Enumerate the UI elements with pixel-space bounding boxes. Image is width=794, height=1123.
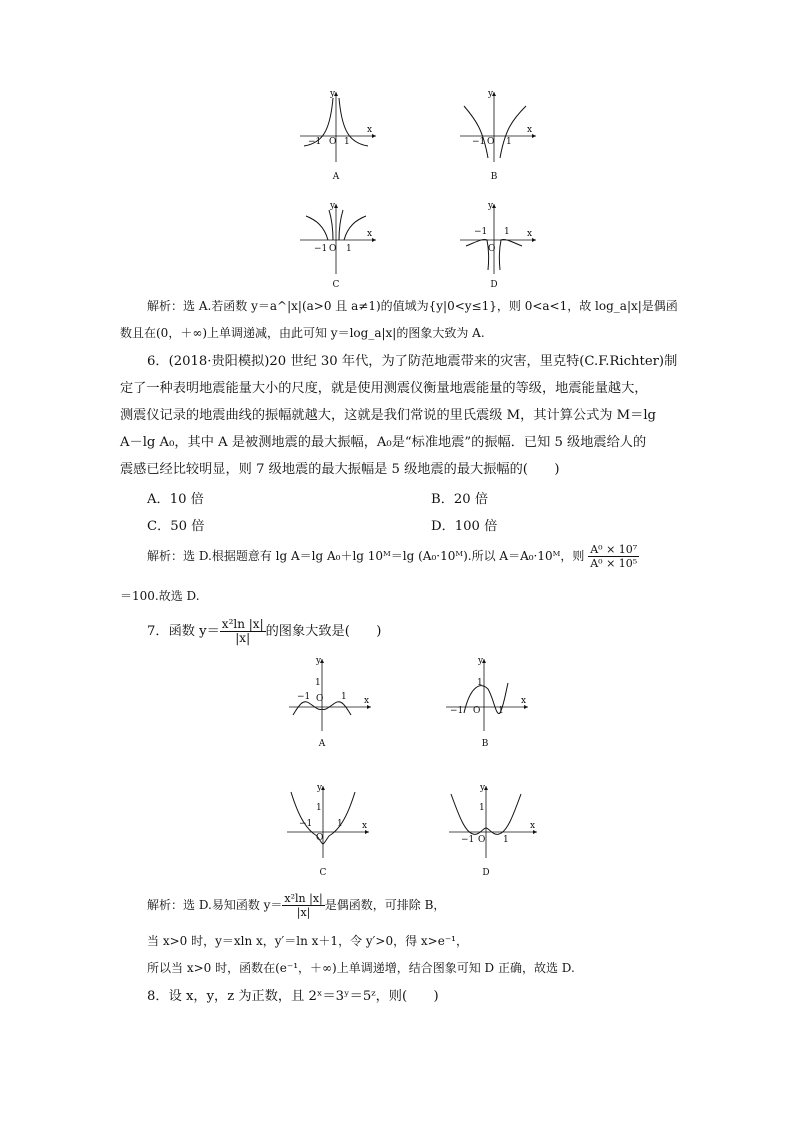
axis-x-label: x bbox=[530, 821, 536, 831]
graph-q7-d bbox=[445, 782, 541, 878]
tick-neg1: −1 bbox=[474, 227, 488, 237]
tick-pos1: 1 bbox=[503, 835, 509, 845]
tick-pos1: 1 bbox=[341, 692, 347, 702]
fraction-numerator: x²ln |x| bbox=[284, 892, 323, 905]
axis-y-label: y bbox=[317, 783, 323, 793]
question-7-fraction bbox=[220, 618, 266, 645]
tick-neg1: −1 bbox=[450, 706, 464, 716]
solution-7-line-1 bbox=[147, 892, 445, 919]
option-a: A．10 倍 bbox=[147, 492, 204, 507]
tick-neg1: −1 bbox=[472, 137, 486, 147]
axis-x-label: x bbox=[364, 696, 370, 706]
tick-neg1: −1 bbox=[297, 692, 311, 702]
axis-x-label: x bbox=[367, 229, 373, 239]
solution-6-line-2: ＝100.故选 D. bbox=[120, 589, 200, 603]
solution-5-line-1: 解析：选 A.若函数 y＝a^|x|(a>0 且 a≠1)的值域为{y|0<y≤1}，则 0<a<1，故 log_a|x|是偶函 bbox=[147, 299, 678, 313]
origin-label: O bbox=[316, 694, 324, 704]
axis-y-label: y bbox=[488, 201, 494, 211]
axis-x-label: x bbox=[362, 821, 368, 831]
question-6-line-4: A－lg A₀，其中 A 是被测地震的最大振幅，A₀是“标准地震”的振幅．已知 5 级地震给人的 bbox=[120, 435, 647, 450]
graph-caption: D bbox=[490, 280, 498, 290]
option-c: C．50 倍 bbox=[147, 519, 205, 534]
solution-6-line-1 bbox=[147, 543, 639, 570]
fraction-denominator: A⁰ × 10⁵ bbox=[590, 557, 638, 570]
graph-q5-d bbox=[456, 200, 540, 290]
origin-label: O bbox=[488, 244, 496, 254]
axis-x-label: x bbox=[521, 696, 527, 706]
origin-label: O bbox=[478, 835, 486, 845]
solution-7-suffix: 是偶函数，可排除 B， bbox=[324, 898, 446, 912]
tick-pos1: 1 bbox=[337, 819, 343, 829]
question-8-line-1: 8．设 x，y，z 为正数，且 2ˣ＝3ʸ＝5ᶻ，则( ) bbox=[147, 989, 439, 1004]
question-7-prefix: 7．函数 y＝ bbox=[147, 624, 220, 639]
fraction-numerator: x²ln |x| bbox=[221, 617, 264, 631]
axis-y-label: y bbox=[478, 656, 484, 666]
axis-y-label: y bbox=[316, 656, 322, 666]
graph-caption: B bbox=[490, 172, 498, 182]
graph-q7-b bbox=[442, 655, 532, 749]
tick-pos1: 1 bbox=[506, 137, 512, 147]
tick-y-1: 1 bbox=[479, 803, 485, 813]
axis-x-label: x bbox=[527, 125, 533, 135]
tick-y-1: 1 bbox=[315, 678, 321, 688]
tick-neg1: −1 bbox=[461, 835, 475, 845]
option-b: B．20 倍 bbox=[431, 492, 489, 507]
origin-label: O bbox=[473, 706, 481, 716]
tick-y-1: 1 bbox=[316, 803, 322, 813]
question-6-line-2: 定了一种表明地震能量大小的尺度，就是使用测震仪衡量地震能量的等级，地震能量越大， bbox=[120, 381, 648, 396]
tick-neg1: −1 bbox=[314, 244, 328, 254]
solution-5-line-2: 数且在(0，＋∞)上单调递减，由此可知 y＝log_a|x|的图象大致为 A. bbox=[120, 326, 485, 340]
solution-7-line-3: 所以当 x>0 时，函数在(e⁻¹，＋∞)上单调递增，结合图象可知 D 正确，故选 D. bbox=[147, 961, 575, 975]
tick-pos1: 1 bbox=[344, 137, 350, 147]
question-7-line bbox=[147, 618, 381, 645]
graph-caption: A bbox=[318, 739, 326, 749]
graph-caption: C bbox=[319, 868, 327, 878]
question-7-suffix: 的图象大致是( ) bbox=[265, 624, 382, 639]
fraction-denominator: |x| bbox=[296, 906, 311, 919]
graph-q5-b bbox=[456, 88, 540, 182]
solution-6-fraction bbox=[588, 543, 639, 570]
origin-label: O bbox=[487, 137, 495, 147]
graph-q7-c bbox=[283, 782, 373, 878]
graph-q7-a bbox=[285, 655, 375, 749]
tick-y-1: 1 bbox=[477, 678, 483, 688]
fraction-denominator: |x| bbox=[235, 631, 251, 645]
question-6-line-3: 测震仪记录的地震曲线的振幅就越大，这就是我们常说的里氏震级 M，其计算公式为 M＝lg bbox=[120, 408, 656, 423]
axis-y-label: y bbox=[488, 89, 494, 99]
axis-x-label: x bbox=[527, 229, 533, 239]
axis-x-label: x bbox=[367, 125, 373, 135]
origin-label: O bbox=[316, 833, 324, 843]
graph-caption: C bbox=[332, 280, 340, 290]
tick-pos1: 1 bbox=[498, 706, 504, 716]
tick-pos1: 1 bbox=[504, 227, 510, 237]
graph-q5-a bbox=[296, 88, 380, 182]
graph-caption: D bbox=[482, 868, 490, 878]
solution-7-prefix: 解析：选 D.易知函数 y＝ bbox=[147, 898, 283, 912]
solution-7-fraction bbox=[282, 892, 324, 919]
fraction-numerator: A⁰ × 10⁷ bbox=[590, 543, 638, 556]
graph-q5-c bbox=[296, 200, 380, 290]
option-d: D．100 倍 bbox=[431, 519, 498, 534]
axis-y-label: y bbox=[480, 783, 486, 793]
origin-label: O bbox=[329, 137, 337, 147]
origin-label: O bbox=[329, 244, 337, 254]
question-6-line-1: 6．(2018·贵阳模拟)20 世纪 30 年代，为了防范地震带来的灾害，里克特(C.F.Richter)制 bbox=[147, 354, 678, 369]
tick-neg1: −1 bbox=[299, 819, 313, 829]
tick-neg1: −1 bbox=[308, 137, 322, 147]
graph-caption: B bbox=[481, 739, 489, 749]
graph-caption: A bbox=[332, 172, 340, 182]
tick-pos1: 1 bbox=[346, 244, 352, 254]
question-6-line-5: 震感已经比较明显，则 7 级地震的最大振幅是 5 级地震的最大振幅的( ) bbox=[120, 462, 560, 477]
solution-6-text: 解析：选 D.根据题意有 lg A＝lg A₀＋lg 10ᴹ＝lg (A₀·10ᴹ).所以 A＝A₀·10ᴹ，则 bbox=[147, 549, 585, 563]
axis-y-label: y bbox=[330, 201, 336, 211]
axis-y-label: y bbox=[330, 89, 336, 99]
solution-7-line-2: 当 x>0 时，y＝xln x，y′＝ln x＋1，令 y′>0，得 x>e⁻¹， bbox=[147, 934, 468, 948]
